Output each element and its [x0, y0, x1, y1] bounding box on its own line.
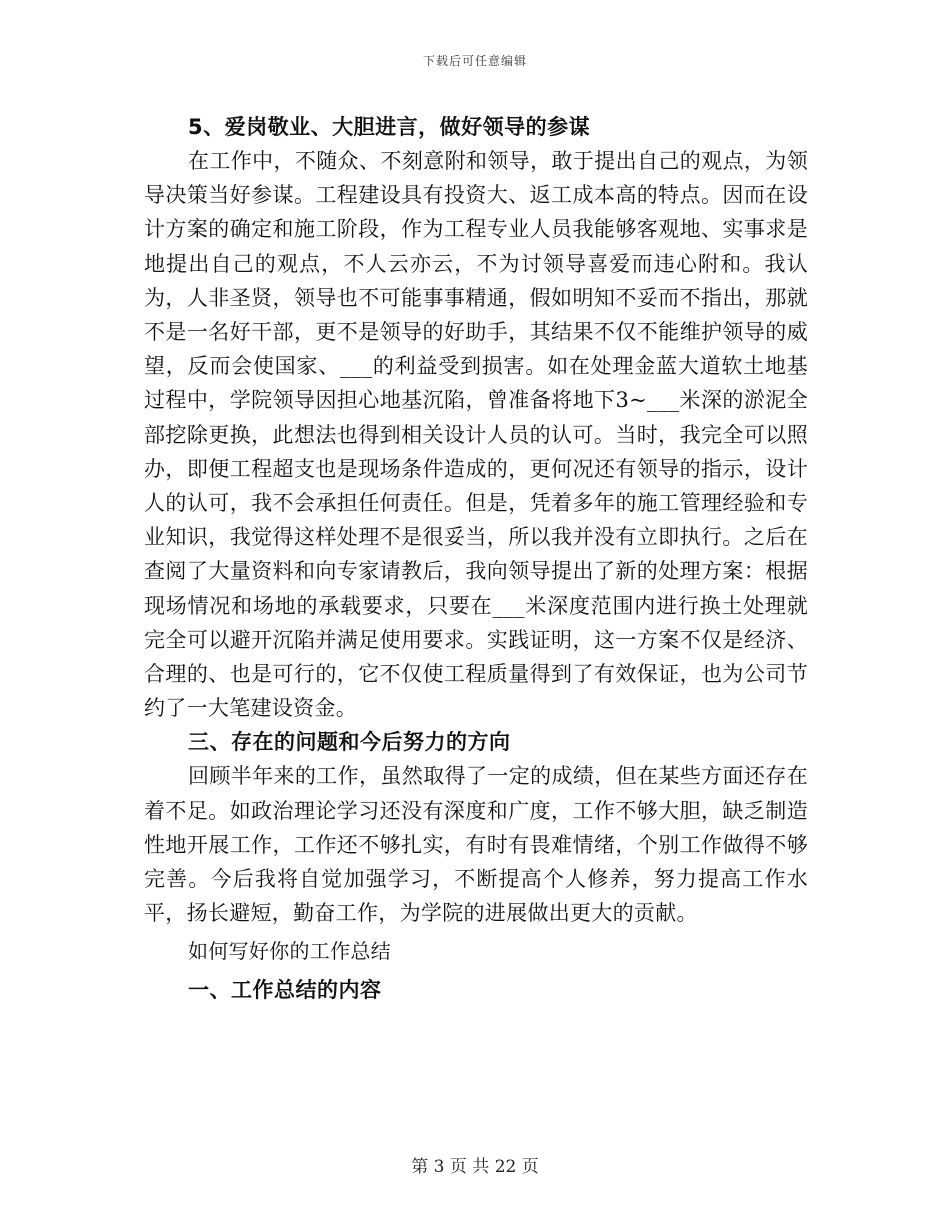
paragraph-how-to-write: 如何写好你的工作总结: [188, 939, 391, 964]
section-heading-problems: 三、存在的问题和今后努力的方向: [188, 730, 511, 755]
page-indicator: 第 3 页 共 22 页: [411, 1157, 539, 1177]
header-note: 下载后可任意编辑: [422, 54, 527, 68]
section-heading-summary-content: 一、工作总结的内容: [188, 977, 382, 1002]
paragraph-advisor-detail: 在工作中，不随众、不刻意附和领导，敢于提出自己的观点，为领导决策当好参谋。工程建设具有投资大、返工成本高的特点。因而在设计方案的确定和施工阶段，作为工程专业人员我能够客观地、实事求是地提出自己的观点，不人云亦云，不为讨领导喜爱而违心附和。我认为，人非圣贤，领导也不可能事事精通，假如明知不妥而不指出，那就不是一名好干部，更不是领导的好助手，其结果不仅不能维护领导的威望，反而会使国家、___的利益受到损害。如在处理金蓝大道软土地基过程中，学院领导因担心地基沉陷，曾准备将地下3~___米深的淤泥全部挖除更换，此想法也得到相关设计人员的认可。当时，我完全可以照办，即便工程超支也是现场条件造成的，更何况还有领导的指示，设计人的认可，我不会承担任何责任。但是，凭着多年的施工管理经验和专业知识，我觉得这样处理不是很妥当，所以我并没有立即执行。之后在查阅了大量资料和向专家请教后，我向领导提出了新的处理方案：根据现场情况和场地的承载要求，只要在___米深度范围内进行换土处理就完全可以避开沉陷并满足使用要求。实践证明，这一方案不仅是经济、合理的、也是可行的，它不仅使工程质量得到了有效保证，也为公司节约了一大笔建设资金。: [144, 149, 808, 721]
document-body: [144, 110, 808, 1007]
paragraph-problems-detail: 回顾半年来的工作，虽然取得了一定的成绩，但在某些方面还存在着不足。如政治理论学习还没有深度和广度，工作不够大胆，缺乏制造性地开展工作，工作还不够扎实，有时有畏难情绪，个别工作做得不够完善。今后我将自觉加强学习，不断提高个人修养，努力提高工作水平，扬长避短，勤奋工作，为学院的进展做出更大的贡献。: [144, 764, 808, 926]
section-heading-advisor: 5、爱岗敬业、大胆进言，做好领导的参谋: [188, 115, 591, 139]
